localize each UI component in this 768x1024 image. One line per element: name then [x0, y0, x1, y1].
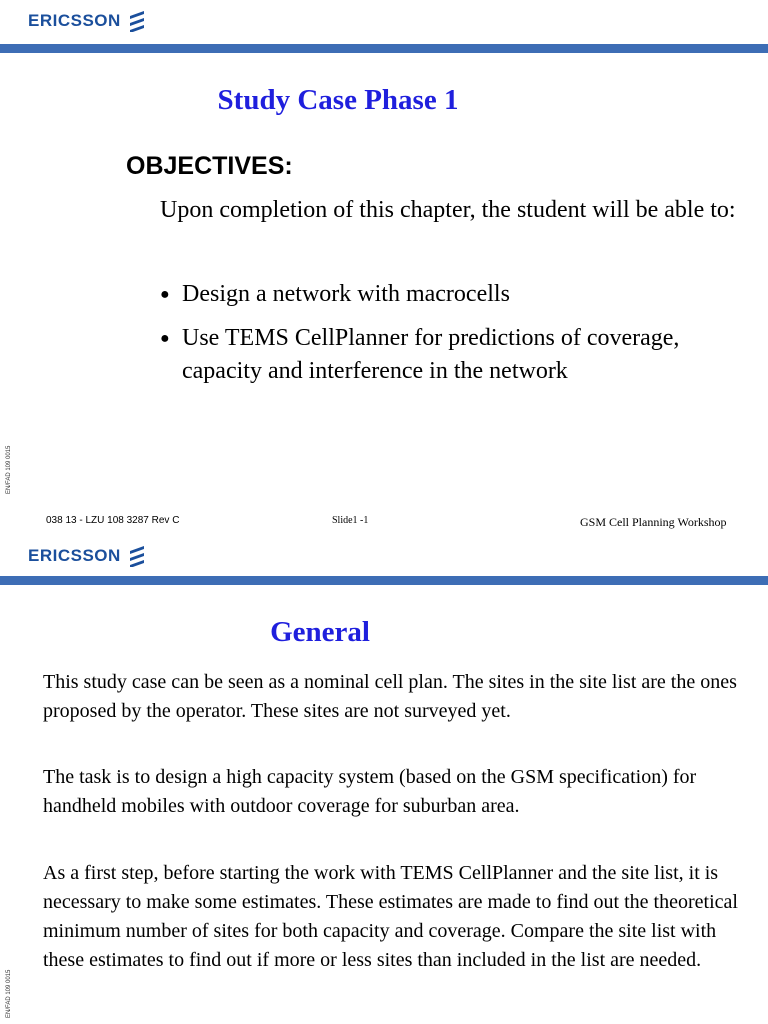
- bullet-icon: ●: [160, 286, 170, 303]
- logo-text: ERICSSON: [28, 11, 121, 30]
- paragraph-2: The task is to design a high capacity system (based on the GSM specification) for handheld mobiles with outdoor coverage for suburban area.: [43, 766, 697, 817]
- logo-text: ERICSSON: [28, 546, 121, 565]
- footer-slide-number: Slide1 -1: [332, 515, 369, 526]
- side-code: EN/FAD 109 0015: [6, 969, 12, 1018]
- header-rule: [0, 576, 768, 585]
- footer-doc-ref: 038 13 - LZU 108 3287 Rev C: [46, 515, 180, 526]
- side-code: EN/FAD 109 0015: [6, 445, 12, 494]
- paragraph-1: This study case can be seen as a nominal cell plan. The sites in the site list are the ones proposed by the operator. These sites are not surveyed yet.: [43, 671, 737, 722]
- slide-2: [0, 538, 768, 1024]
- intro-text: Upon completion of this chapter, the student will be able to:: [160, 197, 736, 223]
- slide-title: General: [270, 616, 370, 648]
- bullet-text: Design a network with macrocells: [182, 281, 510, 307]
- ericsson-logo: [28, 10, 146, 32]
- header-rule: [0, 44, 768, 53]
- objectives-list: [160, 278, 700, 399]
- bullet-text: Use TEMS CellPlanner for predictions of coverage, capacity and interference in the network: [182, 325, 680, 384]
- list-item: [160, 322, 700, 388]
- ericsson-logo-icon: [128, 10, 146, 32]
- bullet-icon: ●: [160, 330, 170, 347]
- ericsson-logo: [28, 545, 146, 567]
- list-item: [160, 278, 700, 311]
- objectives-heading: OBJECTIVES:: [126, 152, 293, 180]
- footer-course: GSM Cell Planning Workshop: [580, 515, 727, 529]
- slide-title: Study Case Phase 1: [217, 84, 459, 116]
- paragraph-3: As a first step, before starting the work with TEMS CellPlanner and the site list, it is necessary to make some estimates. These estimates are made to find out the theoretical minimum number of sites for both capacity and coverage. Compare the site list with these estimates to find out if more or less sites than included in the list are needed.: [43, 862, 738, 971]
- ericsson-logo-icon: [128, 545, 146, 567]
